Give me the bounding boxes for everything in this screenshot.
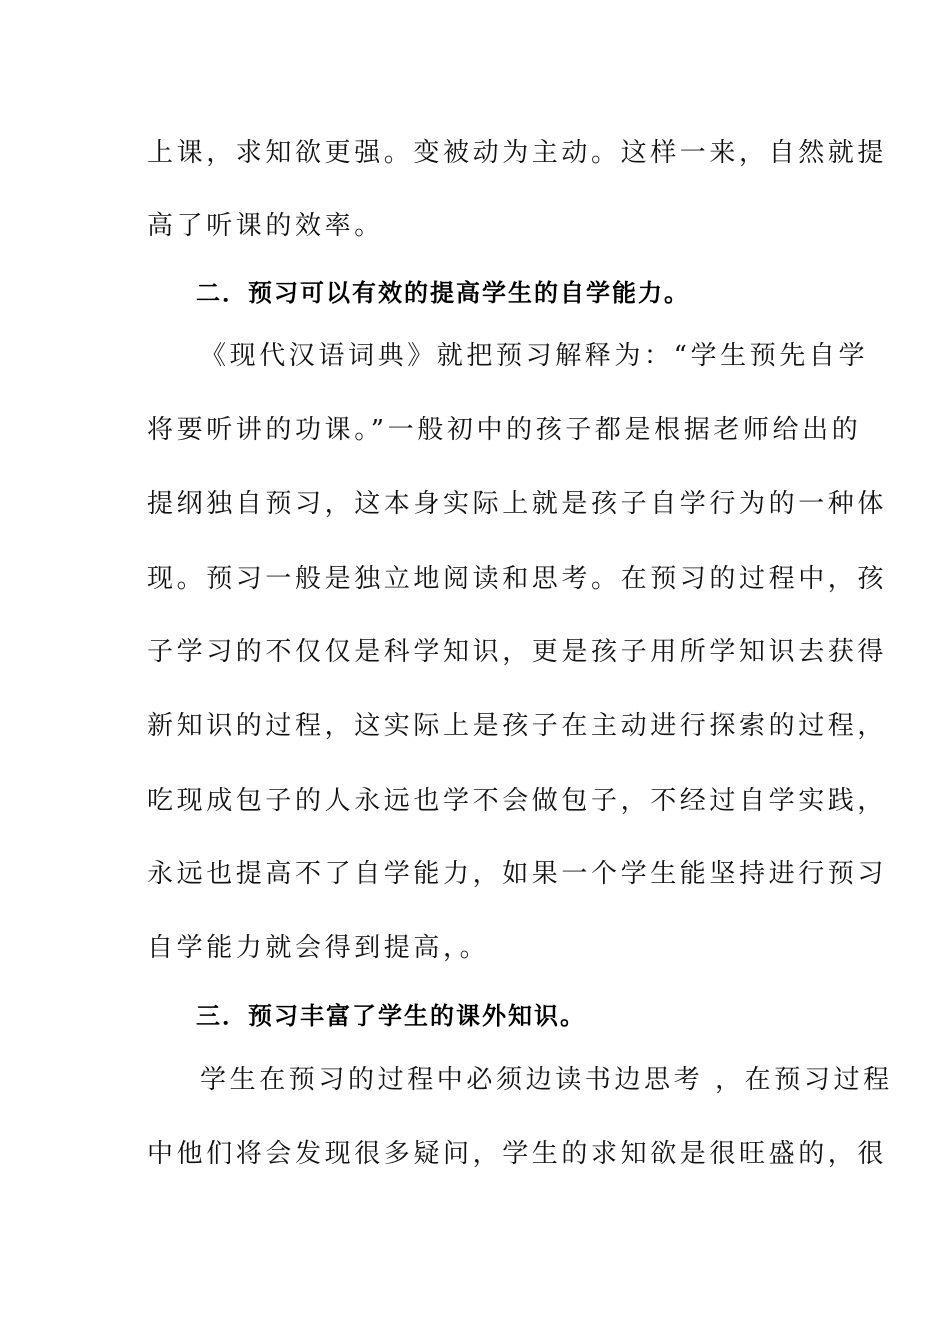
body-line: 永远也提高不了自学能力，如果一个学生能坚持进行预习: [147, 859, 888, 889]
body-line: 子学习的不仅仅是科学知识，更是孩子用所学知识去获得: [147, 637, 888, 667]
body-line: 中他们将会发现很多疑问，学生的求知欲是很旺盛的，很: [147, 1139, 888, 1169]
section-heading: 三．预习丰富了学生的课外知识。: [196, 1002, 586, 1030]
body-line: 高了听课的效率。: [147, 211, 384, 241]
section-heading: 二．预习可以有效的提高学生的自学能力。: [196, 279, 690, 307]
body-line: 上课，求知欲更强。变被动为主动。这样一来，自然就提: [147, 138, 888, 168]
body-line: 将要听讲的功课。”一般初中的孩子都是根据老师给出的: [147, 415, 862, 445]
paragraph-first-line: 《现代汉语词典》就把预习解释为：“学生预先自学: [200, 341, 869, 371]
body-line: 现。预习一般是独立地阅读和思考。在预习的过程中，孩: [147, 564, 888, 594]
body-line: 自学能力就会得到提高，。: [147, 933, 490, 963]
body-line: 新知识的过程，这实际上是孩子在主动进行探索的过程，: [147, 711, 888, 741]
paragraph-first-line: 学生在预习的过程中必须边读书边思考 ，在预习过程: [200, 1065, 893, 1095]
body-line: 提纲独自预习，这本身实际上就是孩子自学行为的一种体: [147, 489, 888, 519]
body-line: 吃现成包子的人永远也学不会做包子，不经过自学实践，: [147, 786, 888, 816]
